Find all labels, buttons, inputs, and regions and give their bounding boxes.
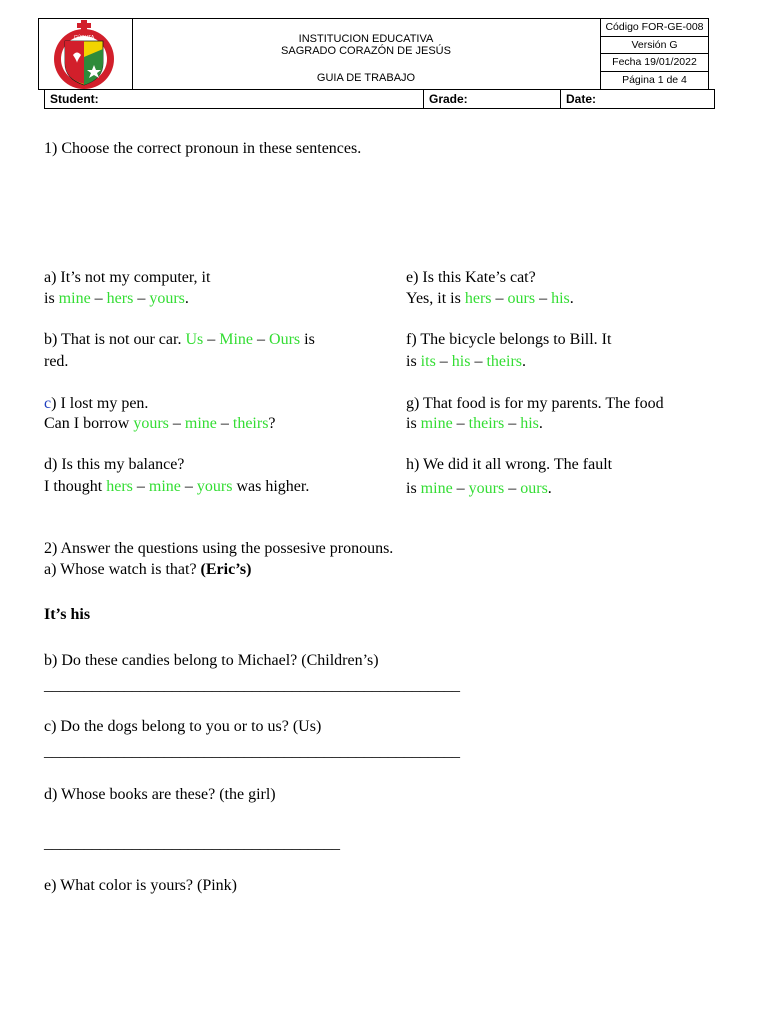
option-ours: ours <box>520 480 548 497</box>
answer-line-b[interactable]: ____________________________________________________ <box>44 677 460 694</box>
option-his: his <box>520 415 539 432</box>
option-yours: yours <box>196 478 233 495</box>
option-theirs: theirs <box>468 415 505 432</box>
option-hers: hers <box>106 290 134 307</box>
option-theirs: theirs <box>232 415 269 432</box>
option-mine: mine <box>58 290 91 307</box>
option-hers: hers <box>464 290 492 307</box>
option-ours: Ours <box>269 331 301 348</box>
logo-cell <box>39 19 133 89</box>
option-his: his <box>451 353 471 370</box>
item-c-line1: c) I lost my pen. <box>44 395 149 412</box>
doc-info-cell <box>601 19 708 89</box>
option-its: its <box>420 353 436 370</box>
item-f-line1: f) The bicycle belongs to Bill. It <box>406 331 612 348</box>
option-mine: mine <box>148 478 181 495</box>
item-d-line2: I thought hers – mine – yours was higher. <box>44 478 310 495</box>
institution-name: INSTITUCION EDUCATIVA <box>298 33 434 45</box>
question-d: d) Whose books are these? (the girl) <box>44 786 276 803</box>
item-c-line2: Can I borrow yours – mine – theirs? <box>44 415 276 432</box>
question-c: c) Do the dogs belong to you or to us? (Us) <box>44 718 322 735</box>
option-ours: ours <box>507 290 536 307</box>
item-g-line2: is mine – theirs – his. <box>406 415 543 432</box>
option-mine: mine <box>184 415 217 432</box>
student-info-row <box>44 89 715 109</box>
answer-a: It’s his <box>44 606 91 623</box>
item-e-line2: Yes, it is hers – ours – his. <box>406 290 574 307</box>
document-type: GUIA DE TRABAJO <box>316 72 416 84</box>
answer-line-d[interactable]: _____________________________________ <box>44 835 340 852</box>
item-f-line2: is its – his – theirs. <box>406 353 527 370</box>
item-b-line2: red. <box>44 353 69 370</box>
item-d-line1: d) Is this my balance? <box>44 456 185 473</box>
item-h-line2: is mine – yours – ours. <box>406 480 552 497</box>
option-his: his <box>551 290 570 307</box>
option-yours: yours <box>468 480 505 497</box>
item-e-line1: e) Is this Kate’s cat? <box>406 269 536 286</box>
question-e: e) What color is yours? (Pink) <box>44 877 237 894</box>
doc-date: Fecha 19/01/2022 <box>601 54 708 72</box>
document-header <box>38 18 709 90</box>
section1-title: 1) Choose the correct pronoun in these sentences. <box>44 140 362 157</box>
option-theirs: theirs <box>486 353 523 370</box>
doc-code: Código FOR-GE-008 <box>601 19 708 37</box>
option-mine: mine <box>420 415 453 432</box>
item-a-line2: is mine – hers – yours. <box>44 290 189 307</box>
grade-label: Grade: <box>424 90 561 108</box>
institution-cell <box>132 19 601 89</box>
item-a-line1: a) It’s not my computer, it <box>44 269 211 286</box>
student-label: Student: <box>45 90 424 108</box>
option-us: Us <box>185 331 204 348</box>
option-yours: yours <box>133 415 169 432</box>
institution-subname: SAGRADO CORAZÓN DE JESÚS <box>281 45 451 57</box>
option-mine: mine <box>420 480 453 497</box>
item-h-line1: h) We did it all wrong. The fault <box>406 456 613 473</box>
logo-text: CÚCUTA <box>73 35 95 41</box>
option-hers: hers <box>106 478 133 495</box>
question-a: a) Whose watch is that? (Eric’s) <box>44 561 252 578</box>
date-label: Date: <box>566 92 597 106</box>
item-b-line1: b) That is not our car. Us – Mine – Ours is <box>44 331 315 348</box>
item-g-line1: g) That food is for my parents. The food <box>406 395 664 412</box>
option-mine: Mine <box>219 331 254 348</box>
question-b: b) Do these candies belong to Michael? (Children’s) <box>44 652 379 669</box>
section2-title: 2) Answer the questions using the possesive pronouns. <box>44 540 394 557</box>
doc-page: Página 1 de 4 <box>622 73 687 86</box>
option-yours: yours <box>149 290 185 307</box>
school-crest-logo <box>39 19 132 89</box>
answer-line-c[interactable]: ____________________________________________________ <box>44 743 460 760</box>
doc-version: Versión G <box>601 37 708 55</box>
